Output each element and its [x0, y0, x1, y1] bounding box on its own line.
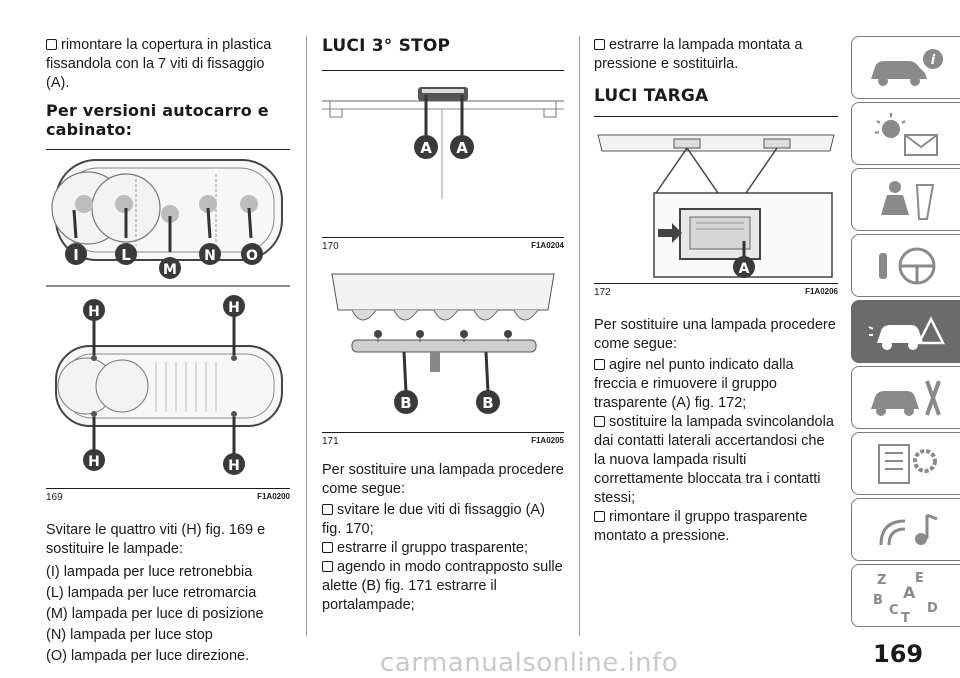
- figure-number: 169: [46, 492, 63, 503]
- label-a: A: [738, 261, 750, 277]
- bullet-item: agire nel punto indicato dalla freccia e rimuovere il gruppo trasparente (A) fig. 172;: [594, 357, 794, 411]
- column-3: [594, 0, 838, 546]
- svg-text:C: C: [889, 602, 899, 618]
- figure-number: 170: [322, 241, 339, 252]
- section-heading: LUCI TARGA: [594, 86, 709, 106]
- bullet-item: estrarre il gruppo trasparente;: [322, 539, 564, 558]
- warning-lights-icon: [861, 109, 951, 159]
- column-divider: [306, 36, 307, 636]
- figure-caption: [46, 488, 290, 503]
- figure-caption: [322, 432, 564, 447]
- figure-169: [46, 150, 290, 486]
- bullet-item: agendo in modo contrapposto sulle alette (B) fig. 171 estrarre il portalampade;: [322, 559, 563, 613]
- svg-text:A: A: [903, 582, 916, 602]
- svg-text:H: H: [228, 458, 240, 474]
- figure-172: [594, 117, 838, 281]
- car-info-icon: [861, 43, 951, 93]
- car-breakdown-icon: [861, 307, 951, 357]
- airbag-seat-icon: [861, 175, 951, 225]
- tab-multimedia[interactable]: [851, 498, 960, 561]
- figure-code: F1A0204: [531, 241, 564, 250]
- watermark: carmanualsonline.info: [380, 648, 679, 678]
- label-i: I: [73, 246, 79, 264]
- intro-text: rimontare la copertura in plastica fissandola con la 7 viti di fissaggio (A).: [46, 37, 272, 91]
- tab-starting[interactable]: [851, 234, 960, 297]
- column-divider: [579, 36, 580, 636]
- page-number: 169: [873, 640, 924, 668]
- figure-caption: [594, 283, 838, 298]
- tab-maintenance[interactable]: [851, 366, 960, 429]
- paragraph: Per sostituire una lampada procedere come segue:: [322, 462, 564, 497]
- figure-171: [322, 258, 564, 430]
- column-1: [46, 0, 290, 666]
- label-n: N: [204, 248, 216, 264]
- media-icon: [861, 505, 951, 555]
- svg-text:H: H: [228, 300, 240, 316]
- list-item: (M) lampada per luce di posizione: [46, 606, 264, 622]
- label-m: M: [163, 262, 177, 278]
- tab-car-info[interactable]: [851, 36, 960, 99]
- list-item: (N) lampada per luce stop: [46, 627, 213, 643]
- bullet-icon: [594, 39, 605, 50]
- bullet-icon: [322, 542, 333, 553]
- tab-warning-lights[interactable]: [851, 102, 960, 165]
- figure-caption: [322, 237, 564, 252]
- key-steering-icon: [861, 241, 951, 291]
- figure-number: 172: [594, 287, 611, 298]
- bullet-icon: [322, 504, 333, 515]
- figure-code: F1A0200: [257, 492, 290, 501]
- car-tools-icon: [861, 373, 951, 423]
- list-item: (O) lampada per luce direzione.: [46, 648, 250, 664]
- checklist-gear-icon: [861, 439, 951, 489]
- figure-170: [322, 71, 564, 235]
- tab-index[interactable]: [851, 564, 960, 627]
- list-item: (L) lampada per luce retromarcia: [46, 585, 257, 601]
- bullet-icon: [594, 511, 605, 522]
- svg-text:H: H: [88, 454, 100, 470]
- paragraph: Per sostituire una lampada procedere come segue:: [594, 317, 836, 352]
- label-l: L: [121, 246, 131, 264]
- bullet-item: sostituire la lampada svincolandola dai contatti laterali accertandosi che la nuova lampada risulti correttamente bloccata tra i contatti stessi;: [594, 414, 834, 506]
- figure-number: 171: [322, 436, 339, 447]
- subheading: Per versioni autocarro e cabinato:: [46, 101, 269, 139]
- label-o: O: [246, 248, 258, 264]
- svg-text:T: T: [901, 610, 910, 624]
- bullet-icon: [322, 561, 333, 572]
- tab-emergency[interactable]: [851, 300, 960, 363]
- intro-text: estrarre la lampada montata a pressione e sostituirla.: [594, 37, 803, 72]
- bullet-icon: [594, 359, 605, 370]
- list-item: (I) lampada per luce retronebbia: [46, 564, 253, 580]
- figure-code: F1A0206: [805, 287, 838, 296]
- column-2: [322, 0, 564, 615]
- svg-text:D: D: [927, 600, 938, 616]
- tab-technical-data[interactable]: [851, 432, 960, 495]
- svg-text:H: H: [88, 304, 100, 320]
- bullet-item: rimontare il gruppo trasparente montato a pressione.: [594, 509, 808, 544]
- svg-text:B: B: [873, 592, 883, 608]
- tab-safety[interactable]: [851, 168, 960, 231]
- label-b: B: [482, 394, 494, 412]
- svg-text:E: E: [915, 570, 924, 586]
- index-letters-icon: [861, 568, 951, 624]
- bullet-icon: [594, 416, 605, 427]
- svg-text:i: i: [930, 52, 936, 68]
- bullet-icon: [46, 39, 57, 50]
- label-a: A: [420, 139, 432, 157]
- label-b: B: [400, 394, 412, 412]
- label-a: A: [456, 139, 468, 157]
- paragraph: Svitare le quattro viti (H) fig. 169 e sostituire le lampade:: [46, 522, 266, 557]
- section-heading: LUCI 3° STOP: [322, 36, 451, 56]
- bullet-item: svitare le due viti di fissaggio (A) fig. 170;: [322, 502, 545, 537]
- figure-code: F1A0205: [531, 436, 564, 445]
- svg-text:Z: Z: [877, 572, 887, 588]
